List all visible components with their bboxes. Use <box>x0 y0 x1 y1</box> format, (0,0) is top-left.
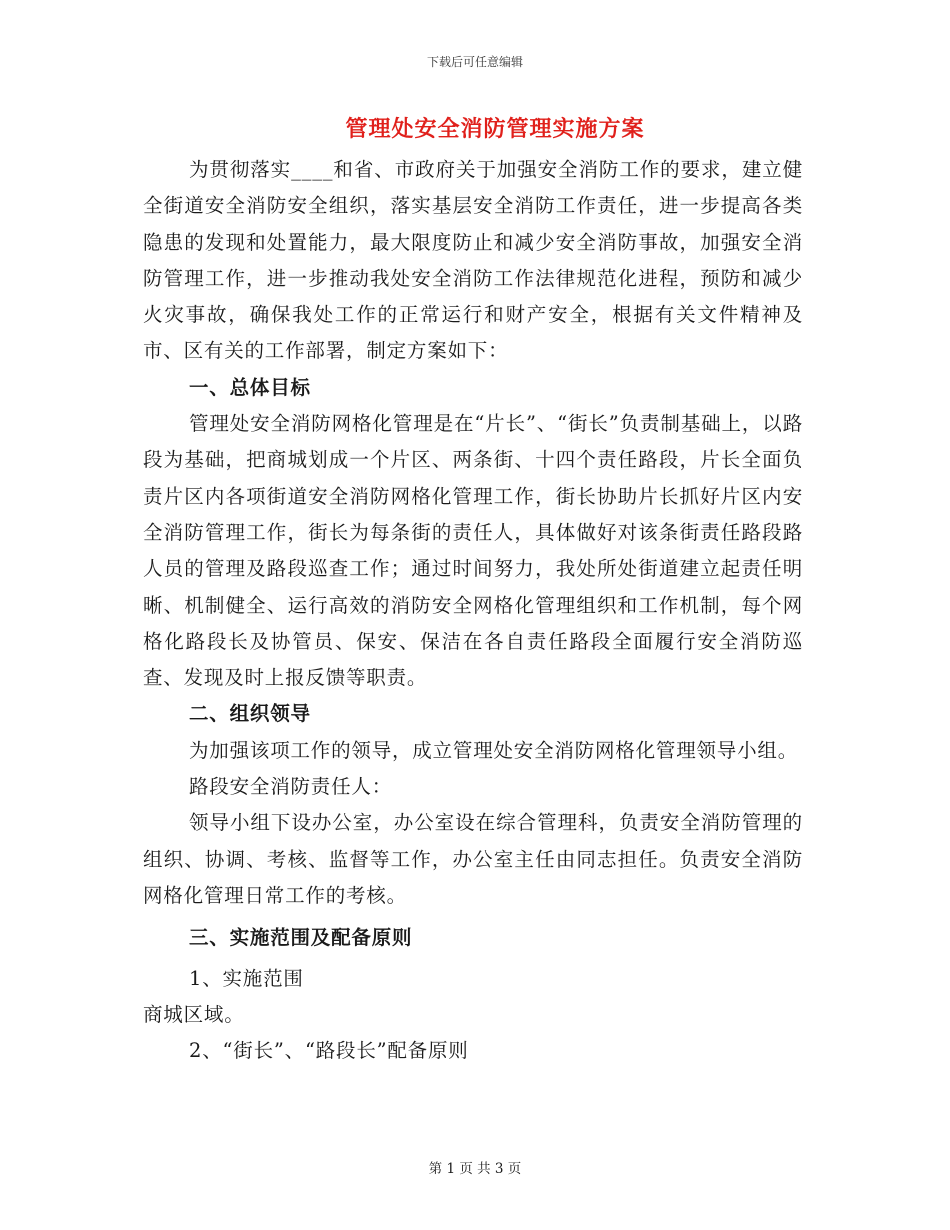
section-heading-scope: 三、实施范围及配备原则 <box>189 926 413 950</box>
page-footer: 第 1 页 共 3 页 <box>428 1161 522 1177</box>
section-heading-goals: 一、总体目标 <box>189 375 311 399</box>
section-paragraph-organization-1: 为加强该项工作的领导，成立管理处安全消防网格化管理领导小组。 <box>189 738 799 762</box>
section-paragraph-organization-3: 领导小组下设办公室，办公室设在综合管理科，负责安全消防管理的组织、协调、考核、监督等工作，办公室主任由同志担任。负责安全消防网格化管理日常工作的考核。 <box>143 811 803 907</box>
section-heading-organization: 二、组织领导 <box>189 702 311 726</box>
section-paragraph-goals: 管理处安全消防网格化管理是在“片长”、“街长”负责制基础上，以路段为基础，把商城划成一个片区、两条街、十四个责任路段，片长全面负责片区内各项街道安全消防网格化管理工作，街长协助片长抓好片区内安全消防管理工作，街长为每条街的责任人，具体做好对该条街责任路段路人员的管理及路段巡查工作；通过时间努力，我处所处街道建立起责任明晰、机制健全、运行高效的消防安全网格化管理组织和工作机制，每个网格化路段长及协管员、保安、保洁在各自责任路段全面履行安全消防巡查、发现及时上报反馈等职责。 <box>143 412 803 690</box>
header-note: 下载后可任意编辑 <box>426 55 523 69</box>
section-paragraph-organization-2: 路段安全消防责任人： <box>189 775 393 799</box>
document-title: 管理处安全消防管理实施方案 <box>345 116 645 142</box>
subheading-staffing-principle: 2、“街长”、“路段长”配备原则 <box>189 1039 469 1063</box>
document-body <box>143 152 803 1069</box>
subheading-scope: 1、实施范围 <box>189 966 304 990</box>
scope-value: 商城区域。 <box>143 1002 245 1026</box>
intro-paragraph: 为贯彻落实____和省、市政府关于加强安全消防工作的要求，建立健全街道安全消防安全组织，落实基层安全消防工作责任，进一步提高各类隐患的发现和处置能力，最大限度防止和减少安全消防事故，加强安全消防管理工作，进一步推动我处安全消防工作法律规范化进程，预防和减少火灾事故，确保我处工作的正常运行和财产安全，根据有关文件精神及市、区有关的工作部署，制定方案如下： <box>143 158 803 363</box>
